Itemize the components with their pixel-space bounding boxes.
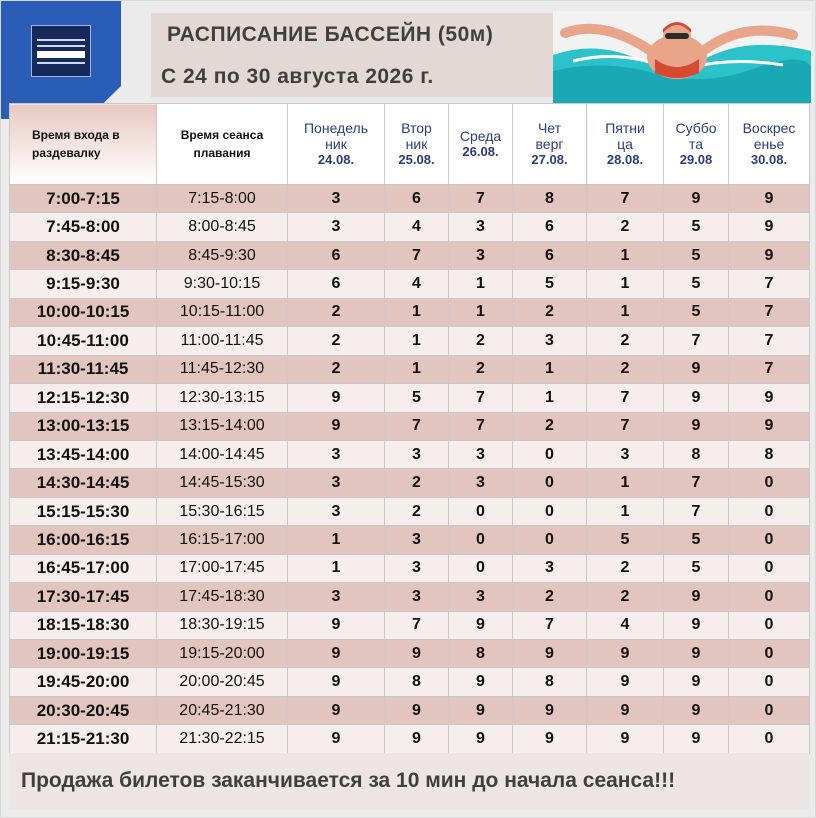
availability-cell: 0 bbox=[513, 440, 587, 468]
session-time-cell: 8:45-9:30 bbox=[157, 241, 288, 269]
availability-cell: 8 bbox=[513, 185, 587, 213]
availability-cell: 7 bbox=[513, 611, 587, 639]
availability-cell: 1 bbox=[288, 526, 385, 554]
availability-cell: 4 bbox=[587, 611, 664, 639]
table-row bbox=[10, 213, 810, 241]
availability-cell: 9 bbox=[729, 412, 810, 440]
entry-time-cell: 13:00-13:15 bbox=[10, 412, 157, 440]
availability-cell: 9 bbox=[288, 725, 385, 753]
availability-cell: 3 bbox=[288, 497, 385, 525]
availability-cell: 3 bbox=[288, 185, 385, 213]
availability-cell: 9 bbox=[664, 640, 729, 668]
availability-cell: 0 bbox=[449, 497, 513, 525]
availability-cell: 9 bbox=[664, 185, 729, 213]
availability-cell: 3 bbox=[288, 213, 385, 241]
table-row bbox=[10, 526, 810, 554]
entry-time-cell: 13:45-14:00 bbox=[10, 440, 157, 468]
table-row bbox=[10, 384, 810, 412]
session-time-cell: 16:15-17:00 bbox=[157, 526, 288, 554]
availability-cell: 3 bbox=[449, 583, 513, 611]
header-day-monday: Понедель ник 24.08. bbox=[288, 104, 385, 185]
availability-cell: 9 bbox=[449, 696, 513, 724]
availability-cell: 2 bbox=[587, 355, 664, 383]
availability-cell: 9 bbox=[729, 213, 810, 241]
availability-cell: 3 bbox=[385, 526, 449, 554]
availability-cell: 0 bbox=[729, 469, 810, 497]
availability-cell: 1 bbox=[449, 270, 513, 298]
entry-time-cell: 14:30-14:45 bbox=[10, 469, 157, 497]
entry-time-cell: 7:45-8:00 bbox=[10, 213, 157, 241]
ticket-sale-notice: Продажа билетов заканчивается за 10 мин до начала сеанса!!! bbox=[21, 769, 676, 792]
availability-cell: 5 bbox=[664, 526, 729, 554]
availability-cell: 3 bbox=[587, 440, 664, 468]
availability-cell: 2 bbox=[385, 469, 449, 497]
entry-time-cell: 15:15-15:30 bbox=[10, 497, 157, 525]
availability-cell: 7 bbox=[449, 384, 513, 412]
availability-cell: 7 bbox=[587, 185, 664, 213]
table-row bbox=[10, 412, 810, 440]
availability-cell: 3 bbox=[288, 469, 385, 497]
logo-background bbox=[1, 1, 121, 119]
table-row bbox=[10, 469, 810, 497]
availability-cell: 9 bbox=[288, 640, 385, 668]
session-time-cell: 15:30-16:15 bbox=[157, 497, 288, 525]
table-row bbox=[10, 327, 810, 355]
table-row bbox=[10, 668, 810, 696]
availability-cell: 7 bbox=[587, 412, 664, 440]
entry-time-cell: 18:15-18:30 bbox=[10, 611, 157, 639]
availability-cell: 9 bbox=[288, 696, 385, 724]
availability-cell: 7 bbox=[385, 611, 449, 639]
availability-cell: 2 bbox=[587, 583, 664, 611]
table-row bbox=[10, 725, 810, 753]
entry-time-cell: 10:45-11:00 bbox=[10, 327, 157, 355]
availability-cell: 5 bbox=[664, 241, 729, 269]
availability-cell: 9 bbox=[449, 725, 513, 753]
availability-cell: 5 bbox=[664, 213, 729, 241]
availability-cell: 8 bbox=[449, 640, 513, 668]
availability-cell: 0 bbox=[729, 725, 810, 753]
header-entry-time: Время входа в раздевалку bbox=[10, 104, 157, 185]
header-day-thursday: Чет верг 27.08. bbox=[513, 104, 587, 185]
session-time-cell: 11:00-11:45 bbox=[157, 327, 288, 355]
availability-cell: 7 bbox=[449, 185, 513, 213]
availability-cell: 0 bbox=[729, 611, 810, 639]
availability-cell: 0 bbox=[449, 526, 513, 554]
header-day-tuesday: Втор ник 25.08. bbox=[385, 104, 449, 185]
session-time-cell: 12:30-13:15 bbox=[157, 384, 288, 412]
entry-time-cell: 19:00-19:15 bbox=[10, 640, 157, 668]
schedule-table bbox=[9, 103, 810, 754]
availability-cell: 7 bbox=[385, 412, 449, 440]
table-row bbox=[10, 640, 810, 668]
footer-banner bbox=[9, 753, 809, 809]
availability-cell: 8 bbox=[385, 668, 449, 696]
availability-cell: 7 bbox=[385, 241, 449, 269]
session-time-cell: 18:30-19:15 bbox=[157, 611, 288, 639]
availability-cell: 0 bbox=[729, 497, 810, 525]
table-row bbox=[10, 583, 810, 611]
header-day-wednesday: Среда 26.08. bbox=[449, 104, 513, 185]
availability-cell: 0 bbox=[513, 469, 587, 497]
availability-cell: 9 bbox=[587, 696, 664, 724]
entry-time-cell: 16:45-17:00 bbox=[10, 554, 157, 582]
availability-cell: 2 bbox=[288, 327, 385, 355]
entry-time-cell: 19:45-20:00 bbox=[10, 668, 157, 696]
schedule-table-wrapper bbox=[9, 103, 809, 753]
availability-cell: 2 bbox=[449, 327, 513, 355]
session-time-cell: 11:45-12:30 bbox=[157, 355, 288, 383]
availability-cell: 0 bbox=[513, 526, 587, 554]
availability-cell: 9 bbox=[729, 185, 810, 213]
availability-cell: 3 bbox=[449, 241, 513, 269]
availability-cell: 3 bbox=[449, 213, 513, 241]
availability-cell: 1 bbox=[513, 355, 587, 383]
table-row bbox=[10, 270, 810, 298]
table-row bbox=[10, 497, 810, 525]
availability-cell: 4 bbox=[385, 213, 449, 241]
entry-time-cell: 17:30-17:45 bbox=[10, 583, 157, 611]
session-time-cell: 20:00-20:45 bbox=[157, 668, 288, 696]
availability-cell: 2 bbox=[587, 213, 664, 241]
table-row bbox=[10, 298, 810, 326]
entry-time-cell: 9:15-9:30 bbox=[10, 270, 157, 298]
availability-cell: 1 bbox=[385, 298, 449, 326]
table-row bbox=[10, 554, 810, 582]
availability-cell: 1 bbox=[587, 270, 664, 298]
availability-cell: 9 bbox=[664, 725, 729, 753]
availability-cell: 9 bbox=[288, 384, 385, 412]
availability-cell: 6 bbox=[288, 241, 385, 269]
availability-cell: 9 bbox=[587, 640, 664, 668]
availability-cell: 5 bbox=[385, 384, 449, 412]
title-box bbox=[151, 13, 553, 97]
availability-cell: 3 bbox=[288, 440, 385, 468]
availability-cell: 9 bbox=[385, 640, 449, 668]
availability-cell: 7 bbox=[449, 412, 513, 440]
availability-cell: 9 bbox=[587, 725, 664, 753]
page-title: РАСПИСАНИЕ БАССЕЙН (50м) bbox=[167, 23, 494, 46]
entry-time-cell: 11:30-11:45 bbox=[10, 355, 157, 383]
session-time-cell: 8:00-8:45 bbox=[157, 213, 288, 241]
availability-cell: 9 bbox=[513, 640, 587, 668]
availability-cell: 9 bbox=[385, 725, 449, 753]
availability-cell: 9 bbox=[664, 412, 729, 440]
availability-cell: 6 bbox=[385, 185, 449, 213]
date-range: С 24 по 30 августа 2026 г. bbox=[161, 65, 434, 88]
session-time-cell: 14:45-15:30 bbox=[157, 469, 288, 497]
table-row bbox=[10, 241, 810, 269]
availability-cell: 0 bbox=[729, 526, 810, 554]
availability-cell: 6 bbox=[288, 270, 385, 298]
session-time-cell: 19:15-20:00 bbox=[157, 640, 288, 668]
availability-cell: 3 bbox=[449, 469, 513, 497]
availability-cell: 8 bbox=[729, 440, 810, 468]
availability-cell: 1 bbox=[587, 469, 664, 497]
availability-cell: 9 bbox=[664, 583, 729, 611]
availability-cell: 6 bbox=[513, 213, 587, 241]
header-day-friday: Пятни ца 28.08. bbox=[587, 104, 664, 185]
availability-cell: 9 bbox=[288, 412, 385, 440]
availability-cell: 9 bbox=[664, 384, 729, 412]
availability-cell: 2 bbox=[288, 298, 385, 326]
swimmer-illustration bbox=[553, 11, 811, 103]
table-row bbox=[10, 696, 810, 724]
session-time-cell: 7:15-8:00 bbox=[157, 185, 288, 213]
entry-time-cell: 21:15-21:30 bbox=[10, 725, 157, 753]
availability-cell: 7 bbox=[729, 355, 810, 383]
availability-cell: 1 bbox=[513, 384, 587, 412]
availability-cell: 0 bbox=[729, 696, 810, 724]
availability-cell: 0 bbox=[449, 554, 513, 582]
availability-cell: 0 bbox=[729, 668, 810, 696]
header-session-time: Время сеанса плавания bbox=[157, 104, 288, 185]
table-row bbox=[10, 355, 810, 383]
availability-cell: 3 bbox=[385, 440, 449, 468]
availability-cell: 9 bbox=[587, 668, 664, 696]
sports-complex-logo bbox=[31, 25, 91, 77]
availability-cell: 3 bbox=[385, 583, 449, 611]
session-time-cell: 13:15-14:00 bbox=[157, 412, 288, 440]
availability-cell: 2 bbox=[449, 355, 513, 383]
availability-cell: 5 bbox=[513, 270, 587, 298]
session-time-cell: 9:30-10:15 bbox=[157, 270, 288, 298]
availability-cell: 5 bbox=[664, 554, 729, 582]
session-time-cell: 21:30-22:15 bbox=[157, 725, 288, 753]
availability-cell: 2 bbox=[288, 355, 385, 383]
availability-cell: 9 bbox=[288, 611, 385, 639]
availability-cell: 9 bbox=[664, 611, 729, 639]
table-row bbox=[10, 440, 810, 468]
availability-cell: 7 bbox=[587, 384, 664, 412]
availability-cell: 1 bbox=[288, 554, 385, 582]
session-time-cell: 17:45-18:30 bbox=[157, 583, 288, 611]
availability-cell: 8 bbox=[513, 668, 587, 696]
availability-cell: 0 bbox=[729, 583, 810, 611]
availability-cell: 3 bbox=[513, 554, 587, 582]
availability-cell: 2 bbox=[385, 497, 449, 525]
entry-time-cell: 8:30-8:45 bbox=[10, 241, 157, 269]
entry-time-cell: 20:30-20:45 bbox=[10, 696, 157, 724]
header-day-sunday: Воскрес енье 30.08. bbox=[729, 104, 810, 185]
availability-cell: 9 bbox=[513, 725, 587, 753]
swimmer-icon bbox=[553, 11, 811, 103]
table-row bbox=[10, 185, 810, 213]
availability-cell: 0 bbox=[729, 640, 810, 668]
availability-cell: 7 bbox=[729, 270, 810, 298]
availability-cell: 1 bbox=[587, 298, 664, 326]
availability-cell: 9 bbox=[729, 384, 810, 412]
availability-cell: 9 bbox=[729, 241, 810, 269]
session-time-cell: 10:15-11:00 bbox=[157, 298, 288, 326]
session-time-cell: 14:00-14:45 bbox=[157, 440, 288, 468]
availability-cell: 3 bbox=[513, 327, 587, 355]
availability-cell: 5 bbox=[587, 526, 664, 554]
availability-cell: 9 bbox=[385, 696, 449, 724]
entry-time-cell: 16:00-16:15 bbox=[10, 526, 157, 554]
header-row bbox=[10, 104, 810, 185]
table-row bbox=[10, 611, 810, 639]
availability-cell: 5 bbox=[664, 270, 729, 298]
availability-cell: 9 bbox=[513, 696, 587, 724]
session-time-cell: 20:45-21:30 bbox=[157, 696, 288, 724]
availability-cell: 1 bbox=[385, 355, 449, 383]
availability-cell: 5 bbox=[664, 298, 729, 326]
session-time-cell: 17:00-17:45 bbox=[157, 554, 288, 582]
availability-cell: 9 bbox=[664, 668, 729, 696]
availability-cell: 9 bbox=[288, 668, 385, 696]
availability-cell: 8 bbox=[664, 440, 729, 468]
availability-cell: 0 bbox=[513, 497, 587, 525]
availability-cell: 9 bbox=[664, 355, 729, 383]
availability-cell: 3 bbox=[449, 440, 513, 468]
entry-time-cell: 10:00-10:15 bbox=[10, 298, 157, 326]
availability-cell: 2 bbox=[587, 327, 664, 355]
availability-cell: 7 bbox=[729, 327, 810, 355]
availability-cell: 3 bbox=[288, 583, 385, 611]
availability-cell: 7 bbox=[664, 497, 729, 525]
schedule-body bbox=[10, 185, 810, 754]
availability-cell: 4 bbox=[385, 270, 449, 298]
availability-cell: 7 bbox=[729, 298, 810, 326]
availability-cell: 1 bbox=[587, 241, 664, 269]
header-day-saturday: Суббо та 29.08 bbox=[664, 104, 729, 185]
availability-cell: 6 bbox=[513, 241, 587, 269]
availability-cell: 2 bbox=[513, 298, 587, 326]
availability-cell: 9 bbox=[449, 611, 513, 639]
availability-cell: 3 bbox=[385, 554, 449, 582]
availability-cell: 1 bbox=[449, 298, 513, 326]
availability-cell: 2 bbox=[513, 583, 587, 611]
availability-cell: 9 bbox=[449, 668, 513, 696]
availability-cell: 2 bbox=[587, 554, 664, 582]
entry-time-cell: 7:00-7:15 bbox=[10, 185, 157, 213]
availability-cell: 2 bbox=[513, 412, 587, 440]
availability-cell: 9 bbox=[664, 696, 729, 724]
availability-cell: 7 bbox=[664, 327, 729, 355]
availability-cell: 7 bbox=[664, 469, 729, 497]
availability-cell: 1 bbox=[385, 327, 449, 355]
entry-time-cell: 12:15-12:30 bbox=[10, 384, 157, 412]
availability-cell: 0 bbox=[729, 554, 810, 582]
availability-cell: 1 bbox=[587, 497, 664, 525]
